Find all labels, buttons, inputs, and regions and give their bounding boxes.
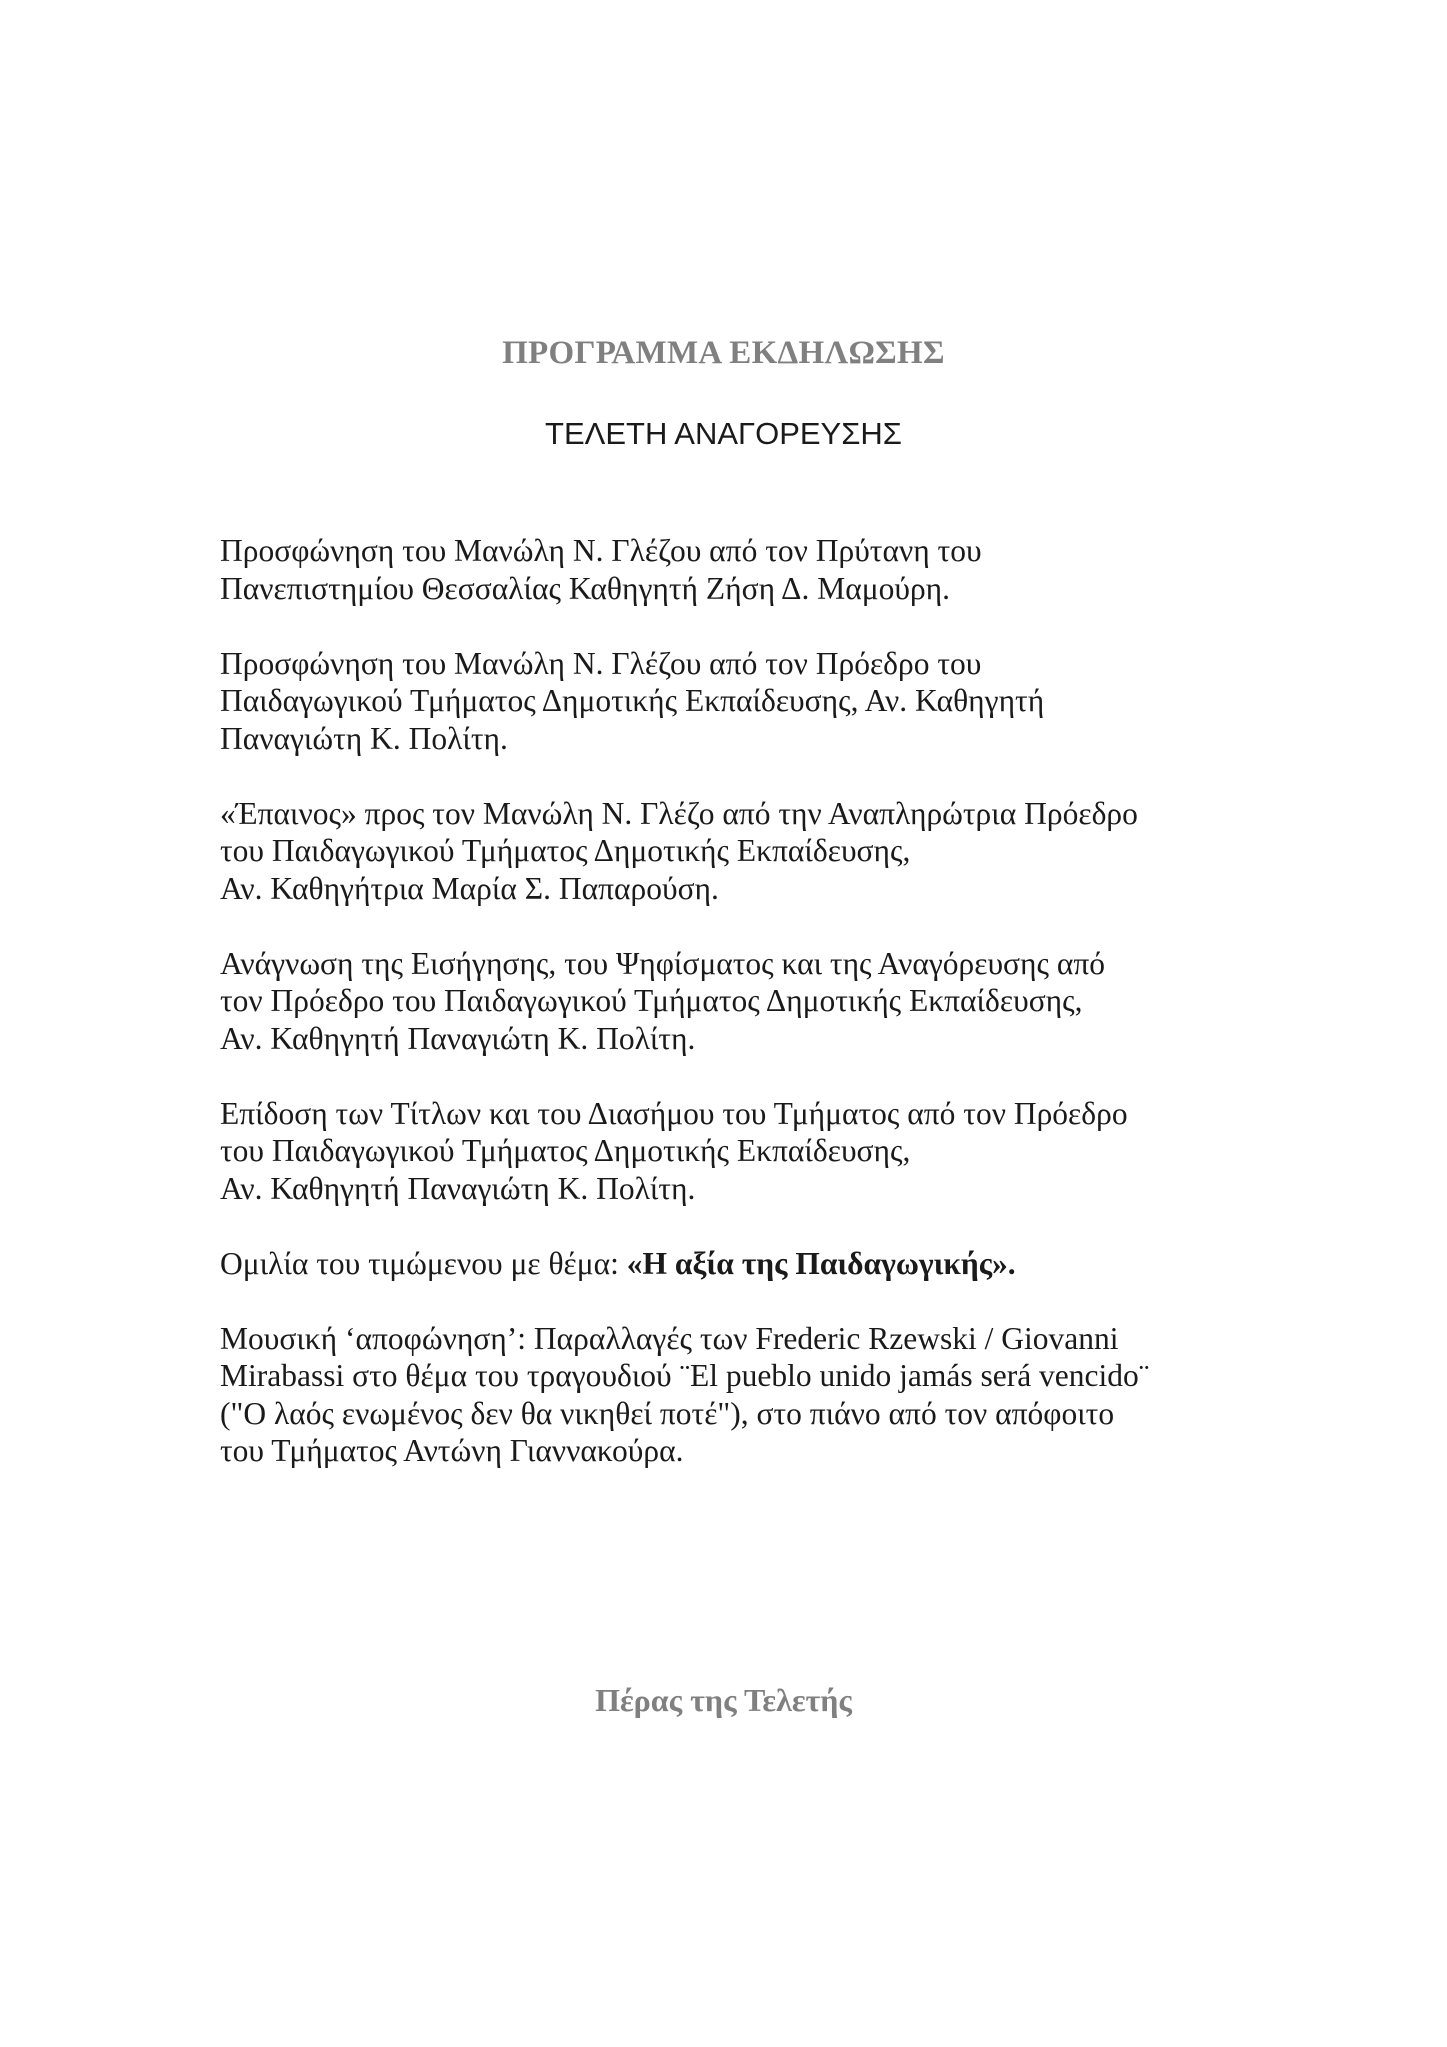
text-line: «Έπαινος» προς τον Μανώλη Ν. Γλέζο από την Αναπληρώτρια Πρόεδρο — [220, 795, 1138, 831]
text-line: Αν. Καθηγήτρια Μαρία Σ. Παπαρούση. — [220, 870, 719, 906]
program-item-music — [220, 1320, 1320, 1470]
text-line: του Παιδαγωγικού Τμήματος Δημοτικής Εκπαίδευσης, — [220, 833, 911, 868]
text-line: Παναγιώτη Κ. Πολίτη. — [220, 720, 508, 756]
text-line: Ανάγνωση της Εισήγησης, του Ψηφίσματος και της Αναγόρευσης από — [220, 945, 1105, 981]
ceremony-end-note: Πέρας της Τελετής — [595, 1682, 852, 1718]
text-line: Μουσική ‘αποφώνηση’: Παραλλαγές των Frederic Rzewski / Giovanni — [220, 1320, 1119, 1356]
program-body — [220, 532, 1320, 1507]
text-line: του Παιδαγωγικού Τμήματος Δημοτικής Εκπαίδευσης, — [220, 1133, 911, 1168]
text-line: Αν. Καθηγητή Παναγιώτη Κ. Πολίτη. — [220, 1170, 696, 1206]
program-item-title-award — [220, 1095, 1320, 1208]
document-subtitle: ΤΕΛΕΤΗ ΑΝΑΓΟΡΕΥΣΗΣ — [545, 416, 902, 451]
program-item-rector-address — [220, 532, 1320, 607]
text-line: ("Ο λαός ενωμένος δεν θα νικηθεί ποτέ"), στο πιάνο από τον απόφοιτο — [220, 1395, 1115, 1431]
program-item-praise — [220, 795, 1320, 908]
text-line: Mirabassi στο θέμα του τραγουδιού ¨El pueblo unido jamás será vencido¨ — [220, 1358, 1150, 1393]
document-title: ΠΡΟΓΡΑΜΜΑ ΕΚΔΗΛΩΣΗΣ — [502, 335, 945, 371]
text-line: Αν. Καθηγητή Παναγιώτη Κ. Πολίτη. — [220, 1020, 696, 1056]
text-line — [220, 1245, 1320, 1283]
speech-prefix: Ομιλία του τιμώμενου με θέμα: — [220, 1245, 627, 1281]
program-item-president-address — [220, 645, 1320, 758]
text-line: Πανεπιστημίου Θεσσαλίας Καθηγητή Ζήση Δ. Μαμούρη. — [220, 570, 951, 606]
text-line: του Τμήματος Αντώνη Γιαννακούρα. — [220, 1433, 684, 1468]
program-item-resolution-reading — [220, 945, 1320, 1058]
text-line: Παιδαγωγικού Τμήματος Δημοτικής Εκπαίδευσης, Αν. Καθηγητή — [220, 683, 1045, 718]
speech-topic: «Η αξία της Παιδαγωγικής». — [626, 1245, 1016, 1281]
text-line: τον Πρόεδρο του Παιδαγωγικού Τμήματος Δημοτικής Εκπαίδευσης, — [220, 983, 1083, 1018]
text-line: Επίδοση των Τίτλων και του Διασήμου του Τμήματος από τον Πρόεδρο — [220, 1095, 1128, 1131]
text-line: Προσφώνηση του Μανώλη Ν. Γλέζου από τον Πρύτανη του — [220, 533, 982, 568]
text-line: Προσφώνηση του Μανώλη Ν. Γλέζου από τον Πρόεδρο του — [220, 645, 982, 681]
program-item-speech — [220, 1245, 1320, 1283]
